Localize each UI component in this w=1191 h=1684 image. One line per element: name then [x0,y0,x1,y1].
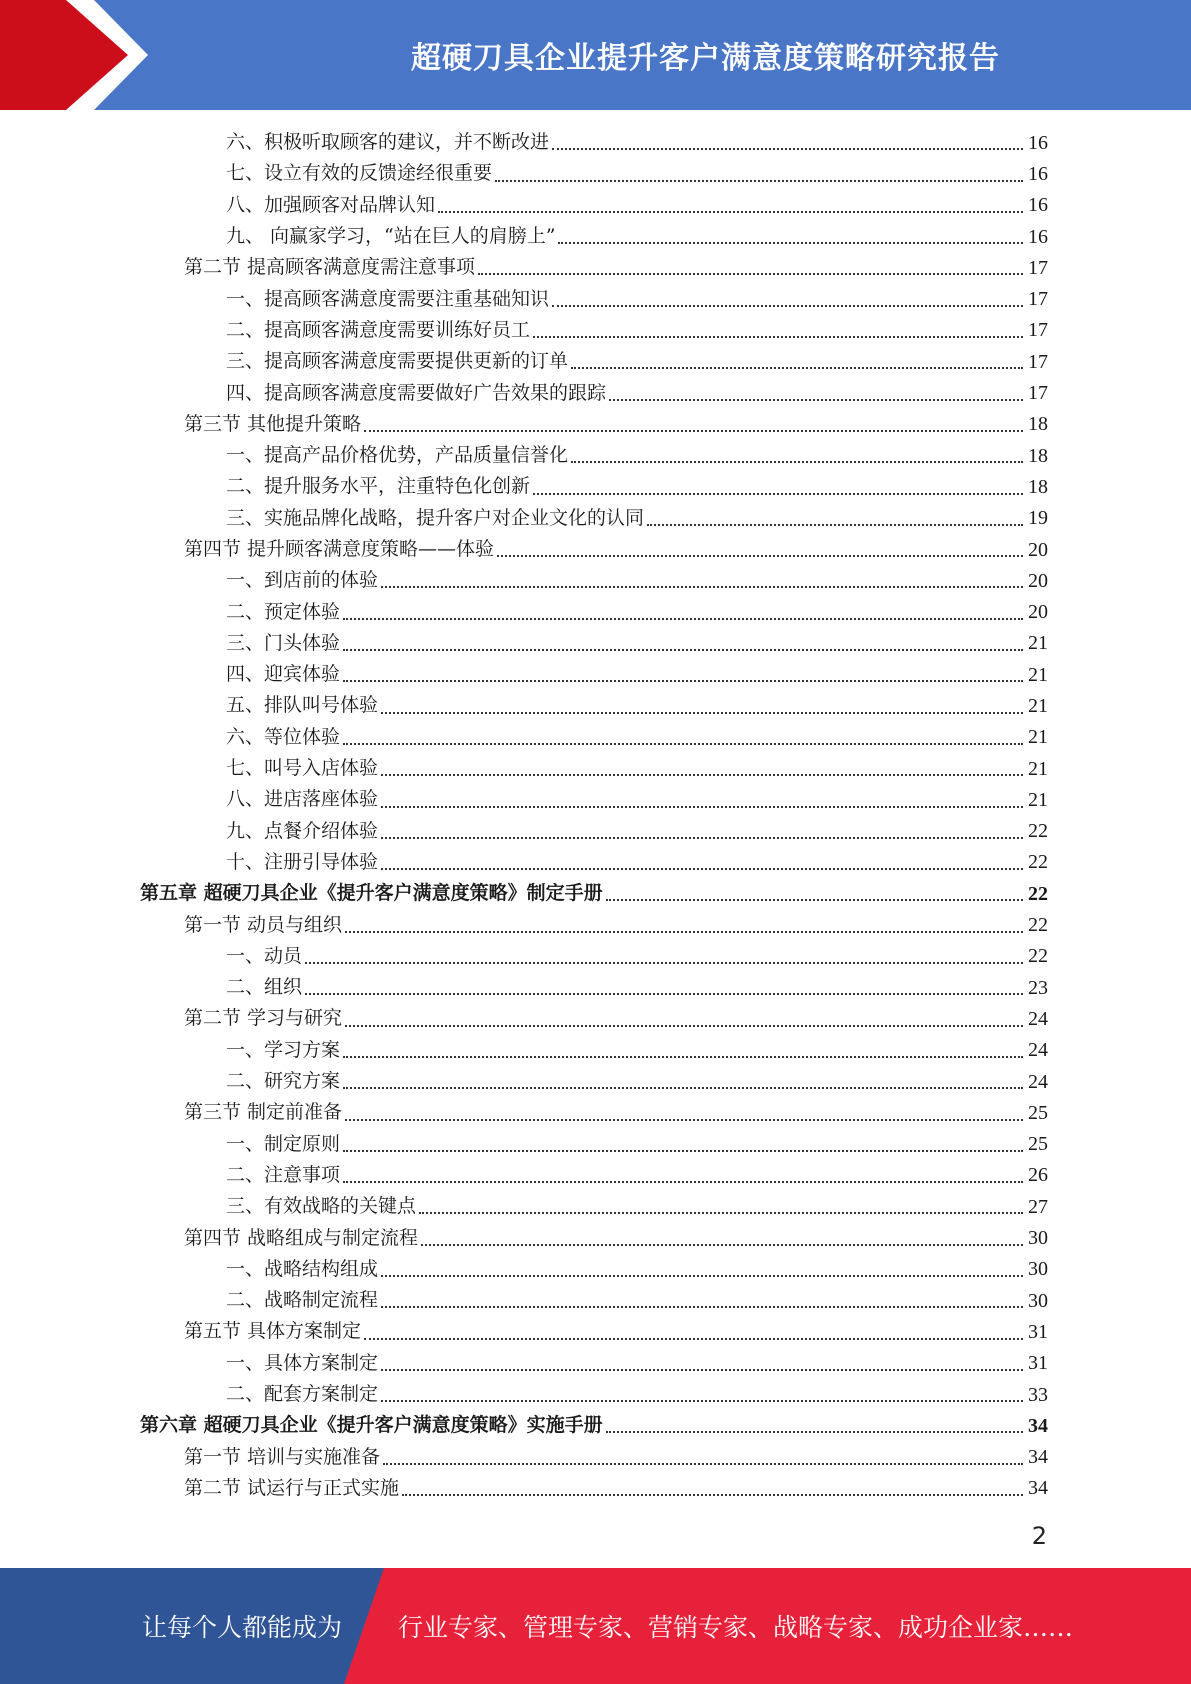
toc-entry-page-number: 26 [1028,1164,1048,1187]
toc-section-entry[interactable] [140,534,1048,565]
footer-slogan-left: 让每个人都能成为 [142,1613,343,1642]
toc-subsection-entry[interactable] [140,690,1048,721]
toc-dot-leader [381,1368,1023,1371]
toc-section-entry[interactable] [140,909,1048,940]
toc-entry-page-number: 17 [1028,350,1048,373]
toc-dot-leader [381,773,1023,776]
toc-entry-label: 二、研究方案 [226,1070,341,1093]
toc-entry-label: 二、预定体验 [226,600,341,623]
toc-entry-page-number: 34 [1028,1414,1048,1437]
toc-subsection-entry[interactable] [140,628,1048,659]
toc-entry-page-number: 22 [1028,945,1048,968]
toc-section-entry[interactable] [140,1097,1048,1128]
toc-subsection-entry[interactable] [140,346,1048,377]
toc-entry-label: 四、提高顾客满意度需要做好广告效果的跟踪 [226,381,607,404]
toc-dot-leader [571,460,1023,463]
toc-entry-page-number: 16 [1028,225,1048,248]
toc-entry-label: 第一节 培训与实施准备 [184,1445,381,1468]
toc-entry-label: 二、战略制定流程 [226,1289,379,1312]
toc-subsection-entry[interactable] [140,1348,1048,1379]
toc-entry-page-number: 20 [1028,569,1048,592]
toc-entry-label: 一、到店前的体验 [226,569,379,592]
toc-entry-label: 十、注册引导体验 [226,850,379,873]
toc-entry-label: 九、点餐介绍体验 [226,819,379,842]
toc-entry-page-number: 22 [1028,882,1048,905]
toc-dot-leader [345,930,1023,933]
toc-dot-leader [381,867,1023,870]
toc-entry-page-number: 21 [1028,726,1048,749]
toc-entry-page-number: 31 [1028,1320,1048,1343]
toc-entry-page-number: 18 [1028,475,1048,498]
toc-entry-page-number: 16 [1028,131,1048,154]
toc-subsection-entry[interactable] [140,377,1048,408]
toc-entry-label: 七、设立有效的反馈途经很重要 [226,162,493,185]
toc-dot-leader [381,585,1023,588]
footer-slogan-right: 行业专家、管理专家、营销专家、战略专家、成功企业家…… [398,1613,1074,1642]
toc-entry-page-number: 22 [1028,820,1048,843]
toc-dot-leader [381,1274,1023,1277]
toc-entry-label: 三、实施品牌化战略，提升客户对企业文化的认同 [226,506,645,529]
toc-entry-label: 四、迎宾体验 [226,663,341,686]
toc-dot-leader [343,1086,1023,1089]
toc-entry-label: 第三节 其他提升策略 [184,412,362,435]
toc-section-entry[interactable] [140,1473,1048,1504]
toc-entry-page-number: 24 [1028,1070,1048,1093]
toc-entry-page-number: 23 [1028,976,1048,999]
toc-entry-page-number: 19 [1028,507,1048,530]
toc-subsection-entry[interactable] [140,158,1048,189]
toc-subsection-entry[interactable] [140,1254,1048,1285]
toc-entry-label: 第六章 超硬刀具企业《提升客户满意度策略》实施手册 [140,1414,603,1437]
toc-entry-label: 三、门头体验 [226,631,341,654]
toc-entry-label: 八、进店落座体验 [226,788,379,811]
toc-entry-label: 二、提高顾客满意度需要训练好员工 [226,318,531,341]
toc-dot-leader [647,523,1023,526]
toc-entry-page-number: 20 [1028,601,1048,624]
toc-entry-label: 七、叫号入店体验 [226,757,379,780]
toc-section-entry[interactable] [140,1441,1048,1472]
toc-entry-page-number: 21 [1028,694,1048,717]
toc-entry-page-number: 16 [1028,194,1048,217]
toc-entry-label: 六、等位体验 [226,725,341,748]
toc-entry-page-number: 20 [1028,538,1048,561]
toc-subsection-entry[interactable] [140,659,1048,690]
toc-entry-page-number: 30 [1028,1258,1048,1281]
toc-entry-page-number: 25 [1028,1133,1048,1156]
toc-dot-leader [381,1305,1023,1308]
toc-subsection-entry[interactable] [140,283,1048,314]
page-header [0,0,1191,110]
toc-dot-leader [343,648,1023,651]
toc-entry-page-number: 21 [1028,757,1048,780]
toc-subsection-entry[interactable] [140,503,1048,534]
toc-dot-leader [533,492,1023,495]
toc-dot-leader [606,1430,1023,1433]
page-number: 2 [1031,1522,1047,1550]
toc-entry-page-number: 31 [1028,1352,1048,1375]
toc-dot-leader [343,1149,1023,1152]
toc-dot-leader [305,992,1023,995]
toc-dot-leader [345,1118,1023,1121]
toc-entry-label: 三、有效战略的关键点 [226,1195,417,1218]
toc-entry-label: 第四节 提升顾客满意度策略——体验 [184,538,495,560]
toc-subsection-entry[interactable] [140,1285,1048,1316]
toc-subsection-entry[interactable] [140,972,1048,1003]
toc-subsection-entry[interactable] [140,471,1048,502]
toc-subsection-entry[interactable] [140,596,1048,627]
toc-entry-page-number: 22 [1028,851,1048,874]
toc-entry-page-number: 34 [1028,1446,1048,1469]
toc-dot-leader [606,898,1023,901]
toc-subsection-entry[interactable] [140,1035,1048,1066]
toc-entry-label: 二、配套方案制定 [226,1383,379,1406]
toc-entry-page-number: 22 [1028,914,1048,937]
toc-dot-leader [381,836,1023,839]
toc-subsection-entry[interactable] [140,753,1048,784]
toc-section-entry[interactable] [140,1003,1048,1034]
toc-dot-leader [381,805,1023,808]
toc-dot-leader [343,742,1023,745]
toc-entry-label: 一、学习方案 [226,1038,341,1061]
toc-subsection-entry[interactable] [140,847,1048,878]
toc-dot-leader [402,1493,1023,1496]
toc-entry-page-number: 21 [1028,788,1048,811]
toc-entry-label: 二、提升服务水平，注重特色化创新 [226,475,531,498]
toc-entry-label: 一、动员 [226,944,303,967]
toc-entry-page-number: 24 [1028,1039,1048,1062]
toc-dot-leader [364,1337,1023,1340]
toc-subsection-entry[interactable] [140,127,1048,158]
toc-entry-label: 八、加强顾客对品牌认知 [226,193,436,216]
toc-entry-page-number: 33 [1028,1383,1048,1406]
toc-section-entry[interactable] [140,252,1048,283]
toc-subsection-entry[interactable] [140,1160,1048,1191]
toc-entry-page-number: 17 [1028,382,1048,405]
toc-entry-page-number: 30 [1028,1289,1048,1312]
toc-dot-leader [438,210,1023,213]
toc-entry-page-number: 18 [1028,444,1048,467]
toc-entry-label: 三、提高顾客满意度需要提供更新的订单 [226,350,569,373]
toc-entry-label: 第二节 提高顾客满意度需注意事项 [184,256,476,279]
toc-section-entry[interactable] [140,1316,1048,1347]
toc-section-entry[interactable] [140,1222,1048,1253]
toc-dot-leader [345,1024,1023,1027]
toc-entry-label: 第二节 试运行与正式实施 [184,1476,400,1499]
toc-entry-label: 五、排队叫号体验 [226,694,379,717]
toc-entry-label: 九、 向赢家学习，“站在巨人的肩膀上” [226,225,556,248]
toc-entry-page-number: 16 [1028,162,1048,185]
toc-section-entry[interactable] [140,409,1048,440]
toc-entry-page-number: 21 [1028,632,1048,655]
toc-entry-label: 一、具体方案制定 [226,1351,379,1374]
toc-dot-leader [343,679,1023,682]
toc-subsection-entry[interactable] [140,1379,1048,1410]
toc-entry-label: 一、提高产品价格优势，产品质量信誉化 [226,444,569,467]
toc-subsection-entry[interactable] [140,1191,1048,1222]
toc-dot-leader [552,304,1023,307]
toc-subsection-entry[interactable] [140,1129,1048,1160]
toc-dot-leader [533,335,1023,338]
toc-subsection-entry[interactable] [140,221,1048,252]
table-of-contents [140,127,1048,1504]
toc-dot-leader [343,1180,1023,1183]
toc-entry-page-number: 17 [1028,288,1048,311]
toc-entry-page-number: 27 [1028,1195,1048,1218]
toc-entry-page-number: 34 [1028,1477,1048,1500]
toc-dot-leader [552,147,1023,150]
toc-subsection-entry[interactable] [140,565,1048,596]
toc-chapter-entry[interactable] [140,878,1048,909]
toc-dot-leader [571,366,1023,369]
toc-entry-label: 二、注意事项 [226,1163,341,1186]
page-footer [0,1568,1191,1684]
toc-subsection-entry[interactable] [140,190,1048,221]
toc-entry-label: 六、积极听取顾客的建议，并不断改进 [226,131,550,154]
toc-subsection-entry[interactable] [140,941,1048,972]
toc-entry-label: 一、战略结构组成 [226,1257,379,1280]
toc-subsection-entry[interactable] [140,722,1048,753]
toc-entry-page-number: 17 [1028,256,1048,279]
toc-entry-label: 第一节 动员与组织 [184,913,343,936]
toc-dot-leader [381,711,1023,714]
toc-subsection-entry[interactable] [140,784,1048,815]
toc-entry-page-number: 25 [1028,1101,1048,1124]
toc-entry-label: 第五节 具体方案制定 [184,1320,362,1343]
toc-entry-label: 第二节 学习与研究 [184,1007,343,1030]
toc-subsection-entry[interactable] [140,1066,1048,1097]
toc-entry-label: 第五章 超硬刀具企业《提升客户满意度策略》制定手册 [140,882,603,905]
toc-entry-page-number: 30 [1028,1227,1048,1250]
toc-dot-leader [421,1243,1023,1246]
toc-entry-label: 第四节 战略组成与制定流程 [184,1226,419,1249]
toc-entry-label: 一、制定原则 [226,1132,341,1155]
toc-dot-leader [609,398,1023,401]
toc-entry-page-number: 17 [1028,319,1048,342]
toc-subsection-entry[interactable] [140,440,1048,471]
toc-dot-leader [497,554,1023,557]
toc-dot-leader [381,1399,1023,1402]
toc-subsection-entry[interactable] [140,315,1048,346]
toc-dot-leader [343,1055,1023,1058]
toc-entry-label: 第三节 制定前准备 [184,1101,343,1124]
toc-dot-leader [478,272,1023,275]
toc-dot-leader [343,617,1023,620]
toc-chapter-entry[interactable] [140,1410,1048,1441]
toc-entry-label: 二、组织 [226,976,303,999]
toc-entry-page-number: 24 [1028,1007,1048,1030]
toc-entry-page-number: 21 [1028,663,1048,686]
toc-dot-leader [383,1462,1023,1465]
toc-dot-leader [419,1211,1023,1214]
document-title: 超硬刀具企业提升客户满意度策略研究报告 [411,41,1000,76]
toc-dot-leader [305,961,1023,964]
toc-dot-leader [364,429,1023,432]
toc-dot-leader [558,241,1023,244]
toc-dot-leader [495,179,1023,182]
toc-entry-page-number: 18 [1028,413,1048,436]
toc-entry-label: 一、提高顾客满意度需要注重基础知识 [226,287,550,310]
toc-subsection-entry[interactable] [140,816,1048,847]
